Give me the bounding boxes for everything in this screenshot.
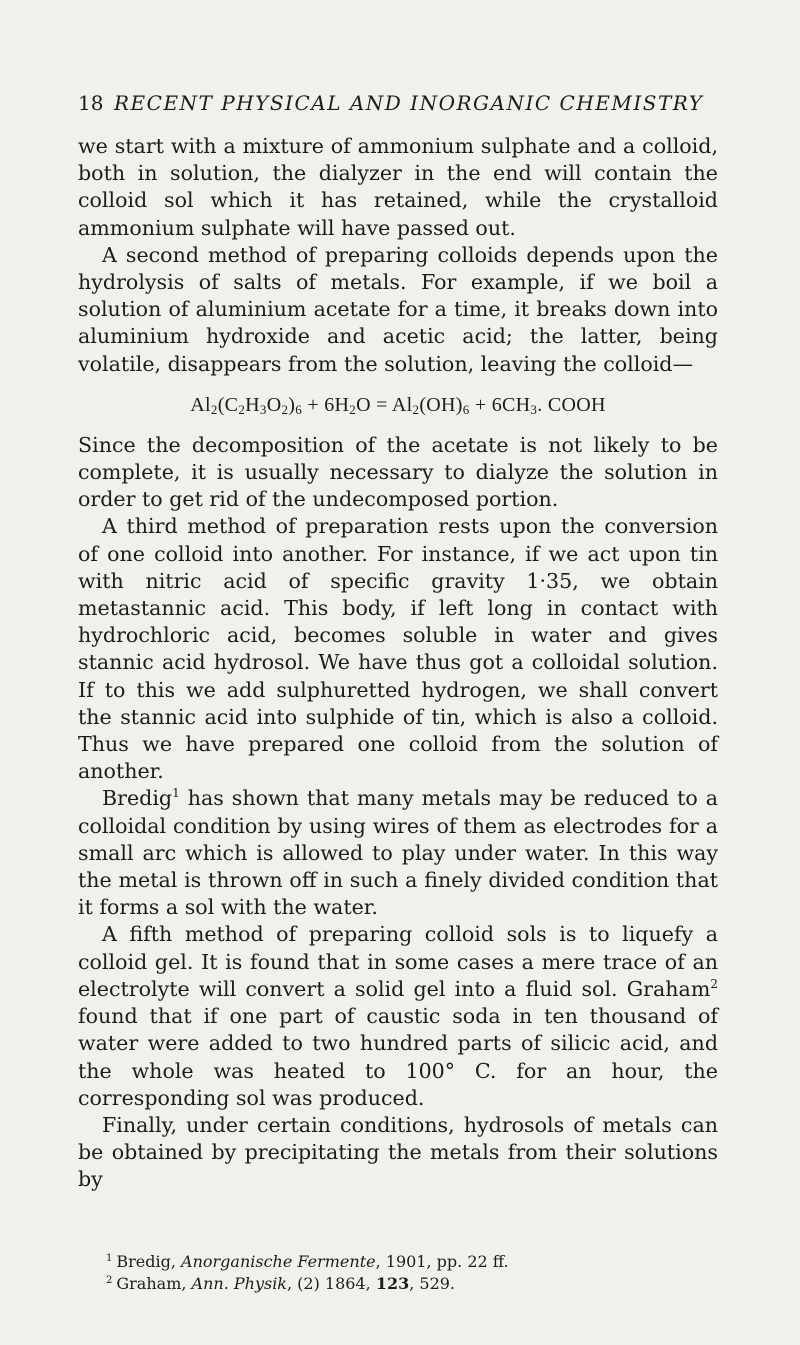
footnote-ref-2[interactable]: 2 xyxy=(710,976,718,991)
running-header xyxy=(78,88,718,118)
paragraph-dialysis: we start with a mixture of ammonium sulphate and a colloid, both in solution, the dialyzer in the end will contain the colloid sol which it has retained, while the crystalloid ammonium sulphate will have passed out. xyxy=(78,134,718,240)
page-number: 18 xyxy=(78,91,104,115)
footnote-2: $^2$ Graham, Ann. Physik, (2) 1864, 123, 529. xyxy=(106,1274,456,1293)
paragraph-hydrolysis: A second method of preparing colloids depends upon the hydrolysis of salts of metals. For example, if we boil a solution of aluminium acetate for a time, it breaks down into aluminium hydroxide and acetic acid; the latter, being volatile, disappears from the solution, leaving the colloid— xyxy=(78,242,718,376)
chemical-equation: $Al_2(C_2H_3O_2)_6 + 6H_2O = Al_2(OH)_6 + 6CH_3$. COOH xyxy=(190,393,606,417)
running-title: RECENT PHYSICAL AND INORGANIC CHEMISTRY xyxy=(114,91,704,115)
paragraph-bredig: Bredig$^1$ has shown that many metals may be reduced to a colloidal condition by using wires of them as electrodes for a small arc which is allowed to play under water. In this way the metal is thrown off in such a finely divided condition that it forms a sol with the water. xyxy=(78,786,718,920)
body-text xyxy=(78,133,718,1194)
footnotes xyxy=(78,1251,718,1295)
paragraph-finally: Finally, under certain conditions, hydrosols of metals can be obtained by precipitating the metals from their solutions by xyxy=(78,1112,718,1192)
paragraph-third-method: A third method of preparation rests upon the conversion of one colloid into another. For instance, if we act upon tin with nitric acid of specific gravity 1·35, we obtain metastannic acid. This body, if left long in contact with hydrochloric acid, becomes soluble in water and gives stannic acid hydrosol. We have thus got a colloidal solution. If to this we add sulphuretted hydrogen, we shall convert the stannic acid into sulphide of tin, which is also a colloid. Thus we have prepared one colloid from the solution of another. xyxy=(78,514,718,784)
paragraph-fifth-method: A fifth method of preparing colloid sols is to liquefy a colloid gel. It is found that in some cases a mere trace of an electrolyte will convert a solid gel into a fluid sol. Graham$^2$ found that if one part of caustic soda in ten thousand of water were added to two hundred parts of silicic acid, and the whole was heated to 100° C. for an hour, the corresponding sol was produced. xyxy=(78,922,718,1110)
footnote-ref-1[interactable]: 1 xyxy=(172,786,180,801)
paragraph-decomposition: Since the decomposition of the acetate is not likely to be complete, it is usually necessary to dialyze the solution in order to get rid of the undecomposed portion. xyxy=(78,432,718,512)
footnote-1: $^1$ Bredig, Anorganische Fermente, 1901, pp. 22 ff. xyxy=(106,1252,509,1271)
